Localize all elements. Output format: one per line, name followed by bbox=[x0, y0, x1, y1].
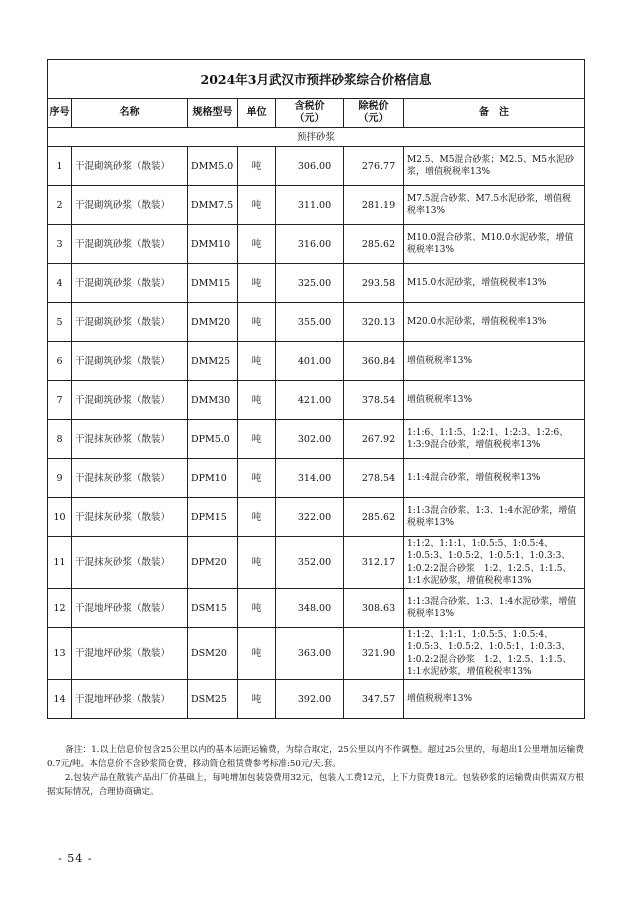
cell-name: 干混地坪砂浆（散装） bbox=[72, 589, 188, 628]
table-row bbox=[48, 225, 585, 264]
cell-tax-excl: 281.19 bbox=[344, 186, 404, 225]
cell-unit: 吨 bbox=[238, 589, 276, 628]
cell-spec: DSM25 bbox=[188, 680, 238, 719]
cell-note: 1:1:2、1:1:1、1:0.5:5、1:0.5:4、1:0.5:3、1:0.5:2、1:0.5:1、1:0.3:3、1:0.2:2混合砂浆 1:2、1:2.5、1:1.5、1:1水泥砂浆，增值税税率13% bbox=[404, 628, 585, 680]
cell-note: M20.0水泥砂浆，增值税税率13% bbox=[404, 303, 585, 342]
cell-spec: DMM7.5 bbox=[188, 186, 238, 225]
cell-no: 4 bbox=[48, 264, 72, 303]
price-table bbox=[47, 59, 585, 719]
cell-name: 干混抹灰砂浆（散装） bbox=[72, 537, 188, 589]
cell-tax-excl: 347.57 bbox=[344, 680, 404, 719]
cell-no: 8 bbox=[48, 420, 72, 459]
cell-tax-incl: 325.00 bbox=[276, 264, 344, 303]
cell-name: 干混地坪砂浆（散装） bbox=[72, 680, 188, 719]
cell-tax-excl: 276.77 bbox=[344, 147, 404, 186]
cell-no: 5 bbox=[48, 303, 72, 342]
cell-note: 1:1:2、1:1:1、1:0.5:5、1:0.5:4、1:0.5:3、1:0.5:2、1:0.5:1、1:0.3:3、1:0.2:2混合砂浆 1:2、1:2.5、1:1.5、1:1水泥砂浆，增值税税率13% bbox=[404, 537, 585, 589]
cell-name: 干混砌筑砂浆（散装） bbox=[72, 303, 188, 342]
cell-unit: 吨 bbox=[238, 264, 276, 303]
cell-tax-excl: 267.92 bbox=[344, 420, 404, 459]
header-unit: 单位 bbox=[238, 99, 276, 128]
cell-unit: 吨 bbox=[238, 680, 276, 719]
cell-note: M7.5混合砂浆、M7.5水泥砂浆，增值税税率13% bbox=[404, 186, 585, 225]
table-body bbox=[48, 147, 585, 719]
cell-note: 1:1:3混合砂浆、1:3、1:4水泥砂浆，增值税税率13% bbox=[404, 498, 585, 537]
header-tax-incl-l1: 含税价 bbox=[294, 101, 325, 112]
cell-tax-incl: 306.00 bbox=[276, 147, 344, 186]
table-row bbox=[48, 628, 585, 680]
table-row bbox=[48, 589, 585, 628]
table-title: 2024年3月武汉市预拌砂浆综合价格信息 bbox=[48, 60, 585, 99]
cell-note: 1:1:6、1:1:5、1:2:1、1:2:3、1:2:6、1:3:9混合砂浆，增值税税率13% bbox=[404, 420, 585, 459]
cell-no: 7 bbox=[48, 381, 72, 420]
header-tax-excl bbox=[344, 99, 404, 128]
cell-name: 干混地坪砂浆（散装） bbox=[72, 628, 188, 680]
header-note: 备 注 bbox=[404, 99, 585, 128]
cell-tax-excl: 285.62 bbox=[344, 225, 404, 264]
cell-unit: 吨 bbox=[238, 420, 276, 459]
footnote-line-2: 2.包装产品在散装产品出厂价基础上，每吨增加包装袋费用32元，包装人工费12元，上下力资费18元。包装砂浆的运输费由供需双方根据实际情况，合理协商确定。 bbox=[47, 773, 584, 797]
cell-unit: 吨 bbox=[238, 537, 276, 589]
cell-tax-incl: 355.00 bbox=[276, 303, 344, 342]
cell-unit: 吨 bbox=[238, 225, 276, 264]
cell-unit: 吨 bbox=[238, 147, 276, 186]
cell-note: 增值税税率13% bbox=[404, 680, 585, 719]
cell-unit: 吨 bbox=[238, 628, 276, 680]
table-row bbox=[48, 459, 585, 498]
cell-tax-incl: 322.00 bbox=[276, 498, 344, 537]
cell-no: 6 bbox=[48, 342, 72, 381]
cell-unit: 吨 bbox=[238, 459, 276, 498]
cell-tax-incl: 392.00 bbox=[276, 680, 344, 719]
cell-tax-excl: 321.90 bbox=[344, 628, 404, 680]
cell-spec: DPM20 bbox=[188, 537, 238, 589]
cell-spec: DSM15 bbox=[188, 589, 238, 628]
footnote bbox=[47, 743, 584, 799]
header-tax-excl-l2: （元） bbox=[358, 113, 389, 124]
cell-unit: 吨 bbox=[238, 498, 276, 537]
table-row bbox=[48, 303, 585, 342]
cell-no: 10 bbox=[48, 498, 72, 537]
section-label: 预拌砂浆 bbox=[48, 128, 585, 147]
table-row bbox=[48, 342, 585, 381]
cell-name: 干混砌筑砂浆（散装） bbox=[72, 186, 188, 225]
table-row bbox=[48, 381, 585, 420]
header-spec: 规格型号 bbox=[188, 99, 238, 128]
cell-note: M10.0混合砂浆、M10.0水泥砂浆，增值税税率13% bbox=[404, 225, 585, 264]
cell-tax-excl: 360.84 bbox=[344, 342, 404, 381]
cell-tax-incl: 401.00 bbox=[276, 342, 344, 381]
cell-note: 1:1:3混合砂浆、1:3、1:4水泥砂浆，增值税税率13% bbox=[404, 589, 585, 628]
cell-note: 增值税税率13% bbox=[404, 342, 585, 381]
cell-name: 干混砌筑砂浆（散装） bbox=[72, 225, 188, 264]
table-row bbox=[48, 420, 585, 459]
cell-spec: DSM20 bbox=[188, 628, 238, 680]
cell-unit: 吨 bbox=[238, 381, 276, 420]
header-row bbox=[48, 99, 585, 128]
header-tax-incl bbox=[276, 99, 344, 128]
cell-spec: DMM10 bbox=[188, 225, 238, 264]
cell-spec: DPM5.0 bbox=[188, 420, 238, 459]
table-row bbox=[48, 264, 585, 303]
cell-tax-incl: 421.00 bbox=[276, 381, 344, 420]
cell-name: 干混抹灰砂浆（散装） bbox=[72, 420, 188, 459]
cell-no: 13 bbox=[48, 628, 72, 680]
header-tax-incl-l2: （元） bbox=[294, 113, 325, 124]
cell-note: M2.5、M5混合砂浆；M2.5、M5水泥砂浆，增值税税率13% bbox=[404, 147, 585, 186]
cell-note: M15.0水泥砂浆，增值税税率13% bbox=[404, 264, 585, 303]
cell-name: 干混砌筑砂浆（散装） bbox=[72, 264, 188, 303]
table-row bbox=[48, 498, 585, 537]
table-row bbox=[48, 186, 585, 225]
table-row bbox=[48, 680, 585, 719]
cell-tax-incl: 314.00 bbox=[276, 459, 344, 498]
cell-unit: 吨 bbox=[238, 303, 276, 342]
cell-spec: DMM20 bbox=[188, 303, 238, 342]
cell-tax-excl: 278.54 bbox=[344, 459, 404, 498]
cell-note: 1:1:4混合砂浆，增值税税率13% bbox=[404, 459, 585, 498]
cell-tax-excl: 312.17 bbox=[344, 537, 404, 589]
cell-spec: DMM25 bbox=[188, 342, 238, 381]
cell-no: 11 bbox=[48, 537, 72, 589]
footnote-line-1: 备注：1.以上信息价包含25公里以内的基本运距运输费，为综合取定，25公里以内不作调整。超过25公里的，每超出1公里增加运输费0.7元/吨。本信息价不含砂浆筒仓费，移动筒仓租赁费参考标准:50元/天.套。 bbox=[47, 745, 584, 769]
page-number: - 54 - bbox=[58, 852, 93, 865]
cell-no: 9 bbox=[48, 459, 72, 498]
cell-name: 干混抹灰砂浆（散装） bbox=[72, 498, 188, 537]
cell-tax-incl: 348.00 bbox=[276, 589, 344, 628]
cell-spec: DMM30 bbox=[188, 381, 238, 420]
cell-no: 3 bbox=[48, 225, 72, 264]
cell-tax-incl: 311.00 bbox=[276, 186, 344, 225]
cell-spec: DMM15 bbox=[188, 264, 238, 303]
cell-no: 12 bbox=[48, 589, 72, 628]
cell-unit: 吨 bbox=[238, 186, 276, 225]
header-seq: 序号 bbox=[48, 99, 72, 128]
cell-no: 14 bbox=[48, 680, 72, 719]
cell-spec: DPM15 bbox=[188, 498, 238, 537]
cell-note: 增值税税率13% bbox=[404, 381, 585, 420]
header-name: 名称 bbox=[72, 99, 188, 128]
cell-name: 干混砌筑砂浆（散装） bbox=[72, 342, 188, 381]
cell-name: 干混砌筑砂浆（散装） bbox=[72, 381, 188, 420]
cell-no: 1 bbox=[48, 147, 72, 186]
table-title-row bbox=[48, 60, 585, 99]
cell-no: 2 bbox=[48, 186, 72, 225]
cell-tax-incl: 302.00 bbox=[276, 420, 344, 459]
section-row bbox=[48, 128, 585, 147]
header-tax-excl-l1: 除税价 bbox=[358, 101, 389, 112]
cell-spec: DPM10 bbox=[188, 459, 238, 498]
cell-tax-incl: 316.00 bbox=[276, 225, 344, 264]
cell-unit: 吨 bbox=[238, 342, 276, 381]
table-row bbox=[48, 537, 585, 589]
cell-tax-excl: 320.13 bbox=[344, 303, 404, 342]
cell-name: 干混抹灰砂浆（散装） bbox=[72, 459, 188, 498]
cell-spec: DMM5.0 bbox=[188, 147, 238, 186]
table-row bbox=[48, 147, 585, 186]
cell-tax-incl: 363.00 bbox=[276, 628, 344, 680]
cell-name: 干混砌筑砂浆（散装） bbox=[72, 147, 188, 186]
cell-tax-incl: 352.00 bbox=[276, 537, 344, 589]
cell-tax-excl: 293.58 bbox=[344, 264, 404, 303]
cell-tax-excl: 378.54 bbox=[344, 381, 404, 420]
cell-tax-excl: 308.63 bbox=[344, 589, 404, 628]
cell-tax-excl: 285.62 bbox=[344, 498, 404, 537]
